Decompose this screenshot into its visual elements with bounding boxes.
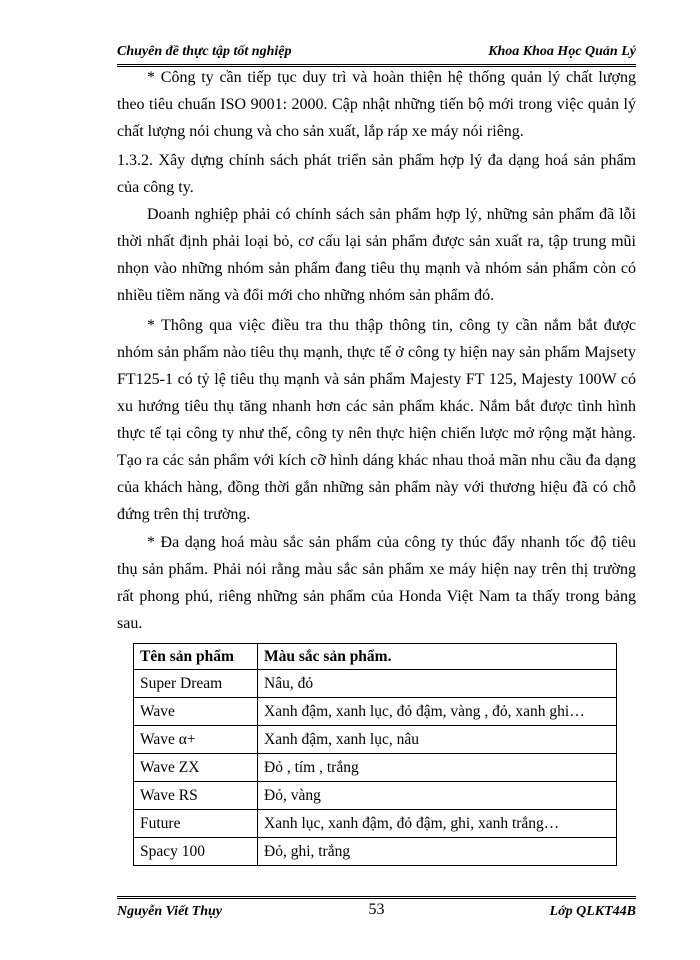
paragraph-market-research: * Thông qua việc điều tra thu thập thông tin, công ty cần nắm bắt được nhóm sản phẩm nào tiêu thụ mạnh, thực tế ở công ty hiện nay sản phẩm Majsety FT125-1 có tỷ lệ tiêu thụ mạnh và sản phẩm Majesty FT 125, Majesty 100W có xu hướng tiêu thụ tăng nhanh hơn các sản phẩm khác. Nắm bắt được tình hình thực tế tại công ty như thế, công ty nên thực hiện chiến lược mở rộng mặt hàng. Tạo ra các sản phẩm với kích cỡ hình dáng khác nhau thoả mãn nhu cầu đa dạng của khách hàng, đồng thời gắn những sản phẩm này với thương hiệu đã có chỗ đứng trên thị trường.: [117, 317, 636, 523]
footer-author: Nguyễn Viết Thụy: [117, 904, 223, 919]
table-header-row: [134, 644, 617, 670]
column-header-product: Tên sản phẩm: [134, 644, 258, 670]
product-colors-cell: Xanh lục, xanh đậm, đỏ đậm, ghi, xanh trắng…: [258, 810, 617, 838]
table-row: [134, 698, 617, 726]
product-name-cell: Wave: [134, 698, 258, 726]
header-faculty: Khoa Khoa Học Quản Lý: [488, 44, 636, 59]
product-name-cell: Future: [134, 810, 258, 838]
product-name-cell: Spacy 100: [134, 838, 258, 866]
paragraph-product-policy: Doanh nghiệp phải có chính sách sản phẩm hợp lý, những sản phẩm đã lỗi thời nhất định phải loại bỏ, cơ cấu lại sản phẩm được sản xuất ra, tập trung mũi nhọn vào những nhóm sản phẩm đang tiêu thụ mạnh và nhóm sản phẩm còn có nhiều tiềm năng và đổi mới cho những nhóm sản phẩm đó.: [117, 206, 636, 304]
product-colors-cell: Đỏ, ghi, trắng: [258, 838, 617, 866]
product-colors-cell: Đỏ, vàng: [258, 782, 617, 810]
section-heading-1-3-2: 1.3.2. Xây dựng chính sách phát triển sản phẩm hợp lý đa dạng hoá sản phẩm của công ty.: [117, 152, 636, 196]
column-header-colors: Màu sắc sản phẩm.: [258, 644, 617, 670]
table-row: [134, 838, 617, 866]
footer-page-number: 53: [368, 901, 385, 918]
footer-class-label: Lớp QLKT44B: [549, 904, 636, 919]
table-row: [134, 810, 617, 838]
product-colors-cell: Xanh đậm, xanh lục, nâu: [258, 726, 617, 754]
paragraph-iso-quality: * Công ty cần tiếp tục duy trì và hoàn thiện hệ thống quản lý chất lượng theo tiêu chuẩn ISO 9001: 2000. Cập nhật những tiến bộ mới trong việc quản lý chất lượng nói chung và cho sản xuất, lắp ráp xe máy nói riêng.: [117, 69, 636, 140]
product-colors-cell: Nâu, đỏ: [258, 670, 617, 698]
page-footer: [117, 896, 636, 921]
product-colors-cell: Đỏ , tím , trắng: [258, 754, 617, 782]
product-name-cell: Super Dream: [134, 670, 258, 698]
product-colors-cell: Xanh đậm, xanh lục, đỏ đậm, vàng , đỏ, xanh ghi…: [258, 698, 617, 726]
table-row: [134, 726, 617, 754]
table-row: [134, 754, 617, 782]
product-name-cell: Wave α+: [134, 726, 258, 754]
product-name-cell: Wave ZX: [134, 754, 258, 782]
table-row: [134, 782, 617, 810]
header-document-title: Chuyên đề thực tập tốt nghiệp: [117, 44, 292, 59]
paragraph-color-diversification: * Đa dạng hoá màu sắc sản phẩm của công ty thúc đẩy nhanh tốc độ tiêu thụ sản phẩm. Phải nói rằng màu sắc sản phẩm xe máy hiện nay trên thị trường rất phong phú, riêng những sản phẩm của Honda Việt Nam ta thấy trong bảng sau.: [117, 534, 636, 632]
table-row: [134, 670, 617, 698]
product-color-table: [133, 643, 617, 866]
product-name-cell: Wave RS: [134, 782, 258, 810]
